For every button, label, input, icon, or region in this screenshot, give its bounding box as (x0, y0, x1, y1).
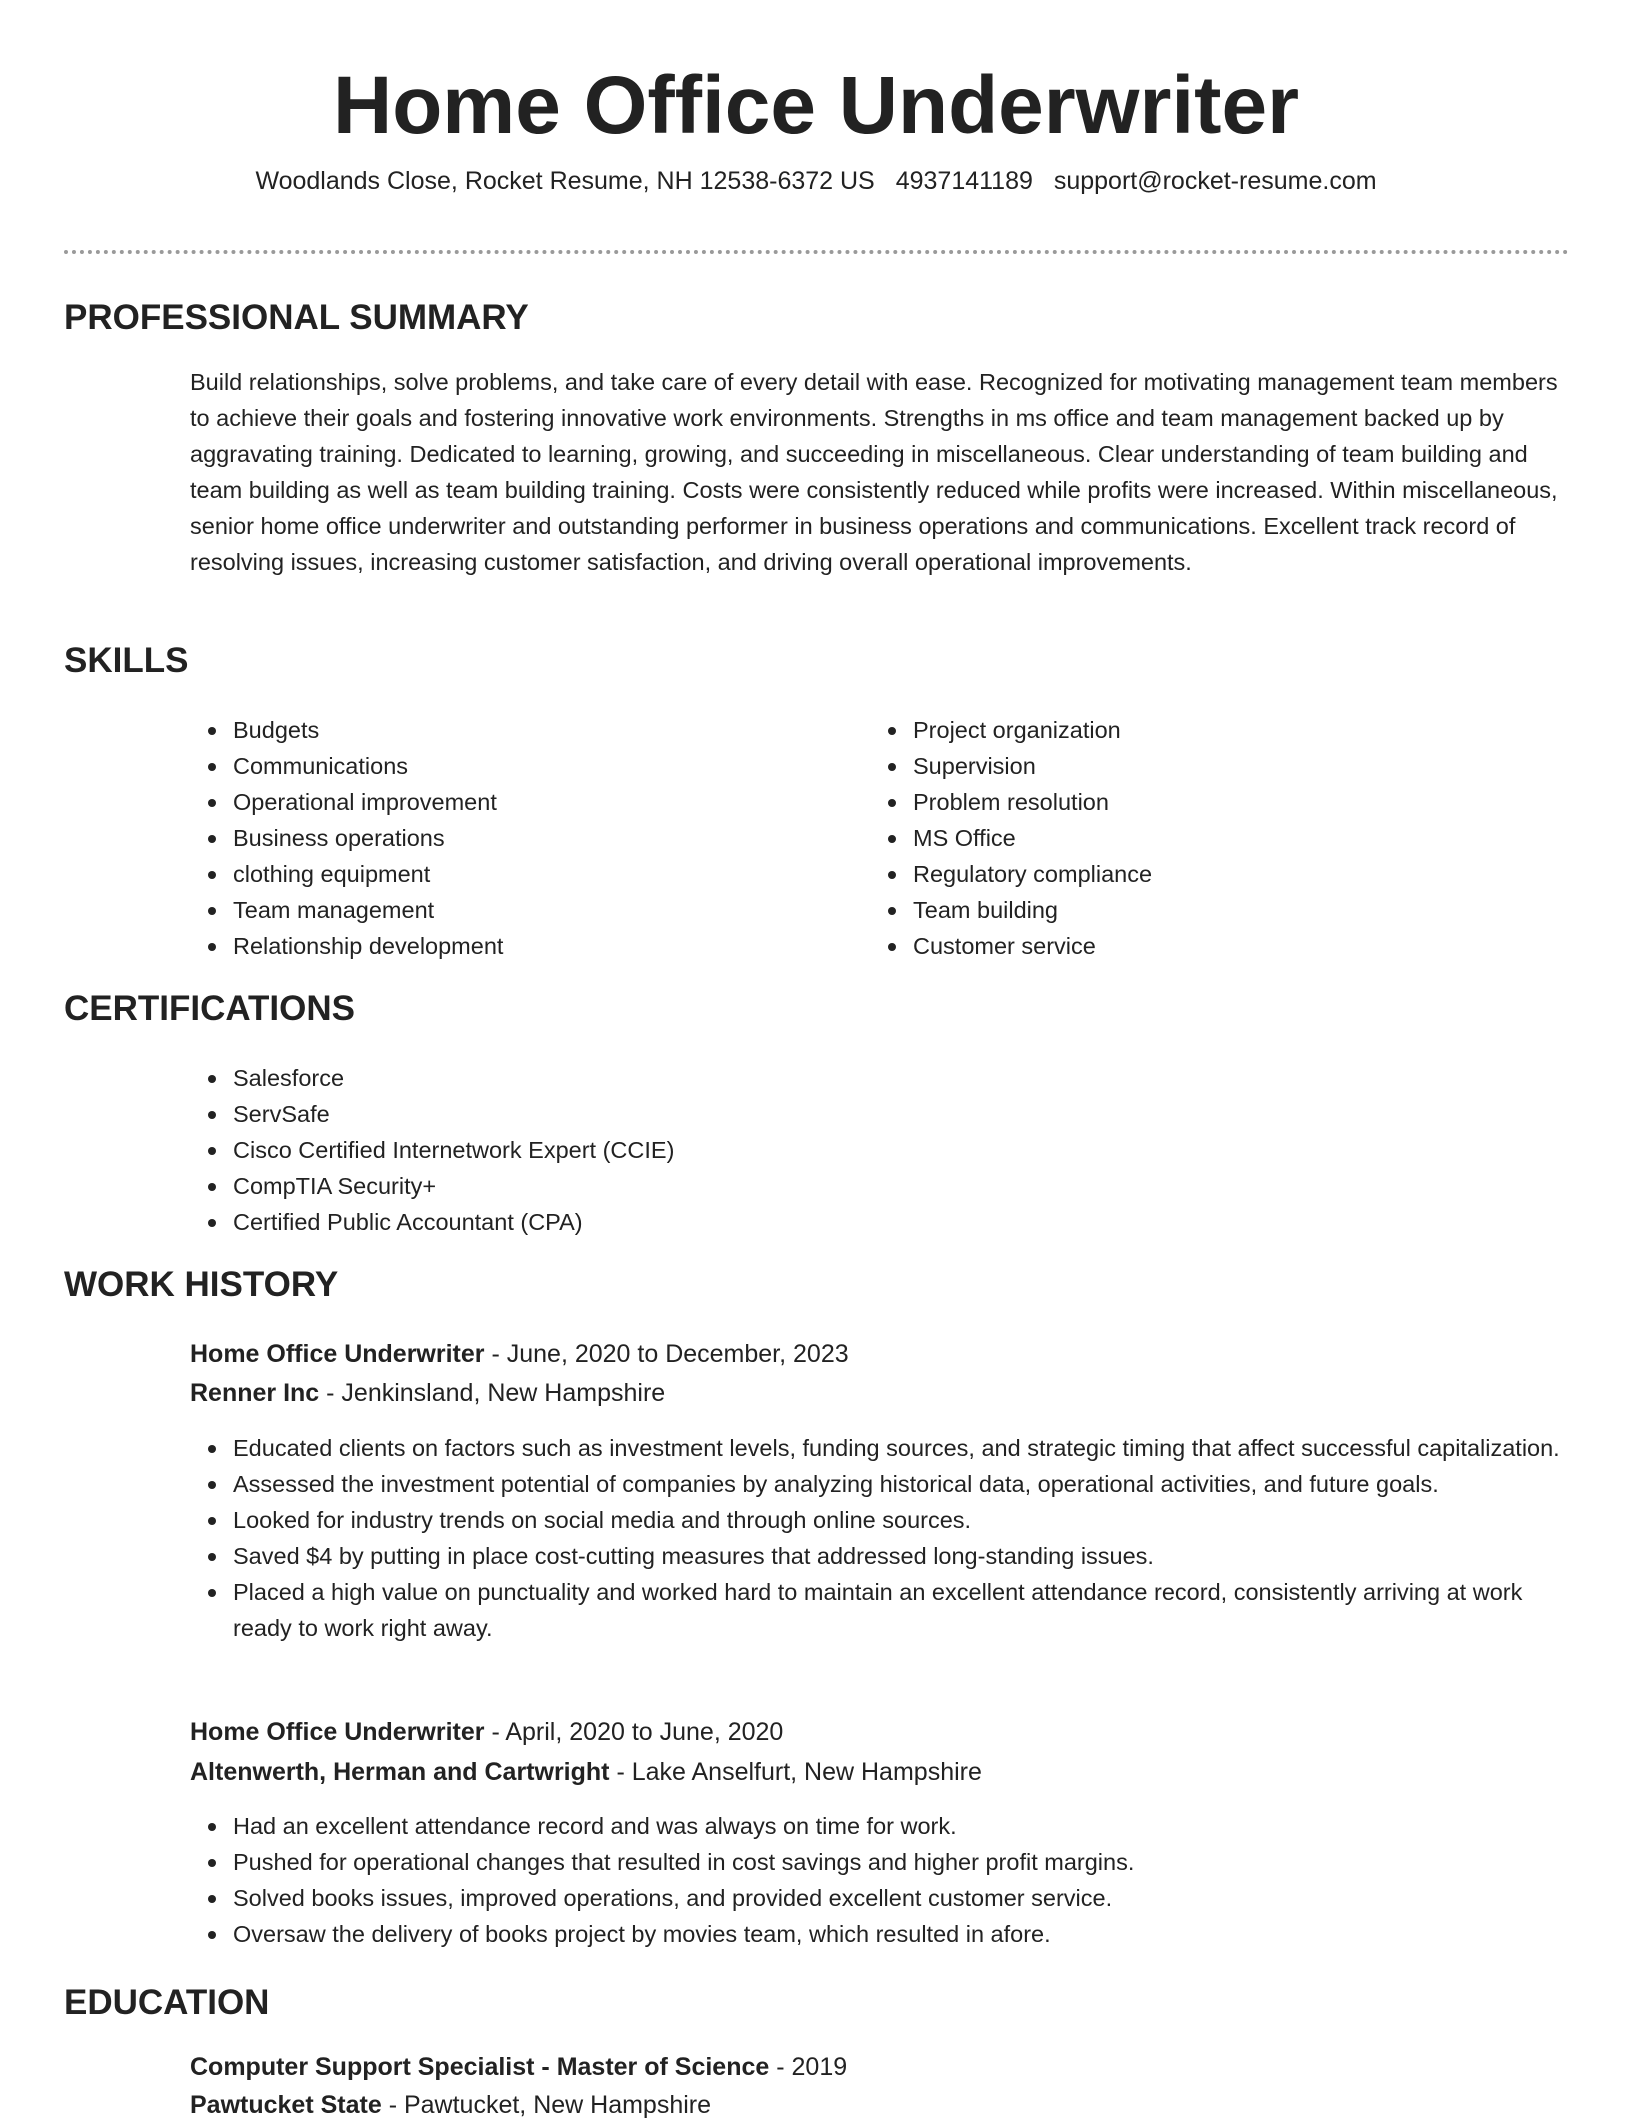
list-item: Educated clients on factors such as investment levels, funding sources, and strategic timing that affect successful capitalization. (190, 1430, 1570, 1466)
list-item: Problem resolution (870, 784, 1470, 820)
education-location: - Pawtucket, New Hampshire (381, 2091, 712, 2119)
list-item: Supervision (870, 748, 1470, 784)
certifications-heading: CERTIFICATIONS (64, 989, 356, 1028)
job-company-line (190, 1376, 665, 1410)
job-title-line (190, 1337, 849, 1371)
list-item: Cisco Certified Internetwork Expert (CCIE) (190, 1132, 1090, 1168)
list-item: Team management (190, 892, 790, 928)
list-item: Project organization (870, 712, 1470, 748)
list-item: Regulatory compliance (870, 856, 1470, 892)
contact-phone: 4937141189 (895, 167, 1033, 195)
list-item: MS Office (870, 820, 1470, 856)
list-item: Business operations (190, 820, 790, 856)
candidate-name: Home Office Underwriter (333, 60, 1299, 151)
skills-list-left (190, 712, 790, 964)
summary-text: Build relationships, solve problems, and take care of every detail with ease. Recognized for motivating management team members to achieve their goals and fostering innovative work environments. Strengths in ms office and team management backed up by aggravating training. Dedicated to learning, growing, and succeeding in miscellaneous. Clear understanding of team building and team building as well as team building training. Costs were consistently reduced while profits were increased. Within miscellaneous, senior home office underwriter and outstanding performer in business operations and communications. Excellent track record of resolving issues, increasing customer satisfaction, and driving overall operational improvements. (190, 369, 1558, 575)
job-company: Altenwerth, Herman and Cartwright (190, 1758, 610, 1786)
job-company: Renner Inc (190, 1379, 320, 1407)
list-item: clothing equipment (190, 856, 790, 892)
certifications-list (190, 1060, 1090, 1240)
job-bullets (190, 1430, 1570, 1646)
education-degree-line (190, 2050, 847, 2084)
job-dates: - April, 2020 to June, 2020 (484, 1718, 784, 1746)
education-degree: Computer Support Specialist - Master of Science (190, 2053, 770, 2081)
skills-heading: SKILLS (64, 641, 189, 680)
list-item: Looked for industry trends on social media and through online sources. (190, 1502, 1570, 1538)
list-item: ServSafe (190, 1096, 1090, 1132)
list-item: CompTIA Security+ (190, 1168, 1090, 1204)
job-company-line (190, 1755, 982, 1789)
education-school-line (190, 2088, 711, 2122)
list-item: Placed a high value on punctuality and worked hard to maintain an excellent attendance record, consistently arriving at work ready to work right away. (190, 1574, 1570, 1646)
list-item: Relationship development (190, 928, 790, 964)
contact-email[interactable]: support@rocket-resume.com (1053, 167, 1377, 195)
contact-info (0, 164, 1632, 198)
job-location: - Lake Anselfurt, New Hampshire (609, 1758, 982, 1786)
skills-list-right (870, 712, 1470, 964)
list-item: Saved $4 by putting in place cost-cutting measures that addressed long-standing issues. (190, 1538, 1570, 1574)
list-item: Certified Public Accountant (CPA) (190, 1204, 1090, 1240)
education-school: Pawtucket State (190, 2091, 382, 2119)
list-item: Budgets (190, 712, 790, 748)
job-role: Home Office Underwriter (190, 1718, 485, 1746)
list-item: Solved books issues, improved operations, and provided excellent customer service. (190, 1880, 1570, 1916)
header-divider (64, 250, 1569, 254)
list-item: Communications (190, 748, 790, 784)
job-location: - Jenkinsland, New Hampshire (319, 1379, 666, 1407)
list-item: Salesforce (190, 1060, 1090, 1096)
list-item: Customer service (870, 928, 1470, 964)
list-item: Oversaw the delivery of books project by movies team, which resulted in afore. (190, 1916, 1570, 1952)
education-year: - 2019 (769, 2053, 848, 2081)
list-item: Pushed for operational changes that resulted in cost savings and higher profit margins. (190, 1844, 1570, 1880)
list-item: Assessed the investment potential of companies by analyzing historical data, operational activities, and future goals. (190, 1466, 1570, 1502)
job-dates: - June, 2020 to December, 2023 (484, 1340, 849, 1368)
summary-heading: PROFESSIONAL SUMMARY (64, 298, 529, 337)
job-bullets (190, 1808, 1570, 1952)
list-item: Operational improvement (190, 784, 790, 820)
work-history-heading: WORK HISTORY (64, 1265, 339, 1304)
list-item: Had an excellent attendance record and was always on time for work. (190, 1808, 1570, 1844)
education-heading: EDUCATION (64, 1983, 270, 2022)
job-role: Home Office Underwriter (190, 1340, 485, 1368)
job-title-line (190, 1715, 783, 1749)
contact-address: Woodlands Close, Rocket Resume, NH 12538-6372 US (255, 167, 875, 195)
list-item: Team building (870, 892, 1470, 928)
